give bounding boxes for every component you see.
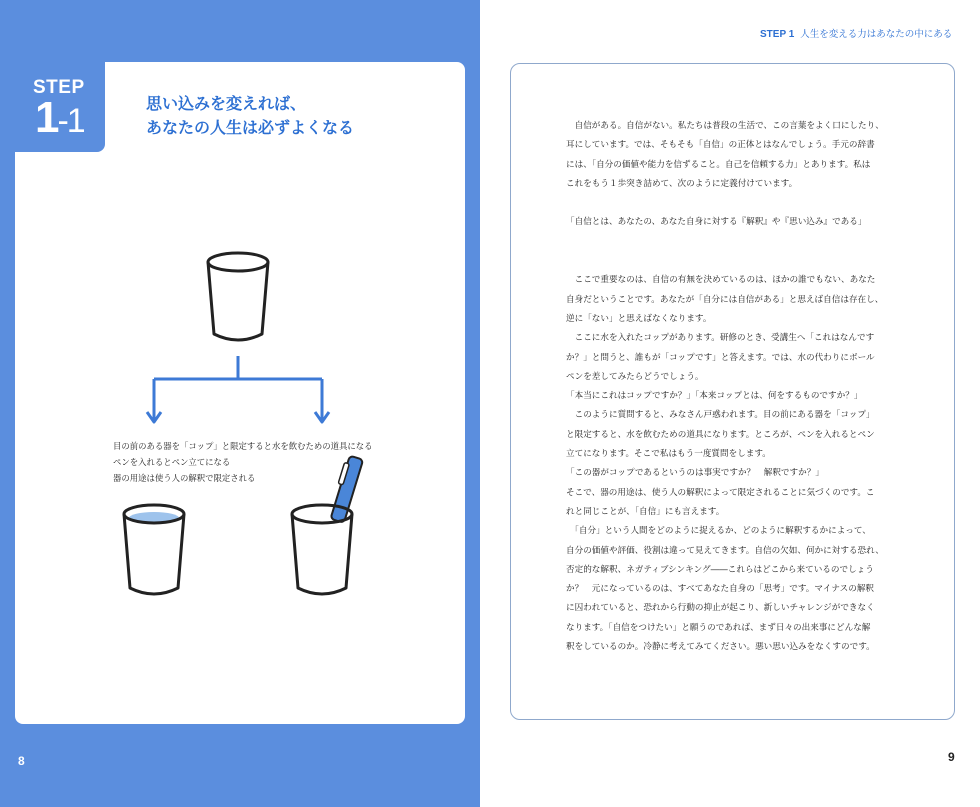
body-line: 釈をしているのか。冷静に考えてみてください。悪い思い込みをなくすのです。 [566,642,875,653]
body-line: そこで、器の用途は、使う人の解釈によって限定されることに気づくのです。こ [566,487,875,498]
running-head [760,26,952,40]
left-page [0,0,480,807]
step-label: STEP [33,77,85,98]
step-badge [15,62,105,152]
caption-line-3: 器の用途は使う人の解釈で限定される [113,473,256,483]
section-title [146,92,354,140]
cup-illustration [110,240,420,610]
body-line: と限定すると、水を飲むための道具になります。ところが、ペンを入れるとペン [566,429,875,440]
body-line: 立てになります。そこで私はもう一度質問をします。 [566,449,771,460]
body-line: れと同じことが、「自信」にも言えます。 [566,506,725,517]
body-line: 自分の価値や評価、役割は違って見えてきます。自信の欠如、何かに対する恐れ、 [566,545,884,556]
body-line: か？」と問うと、誰もが「コップです」と答えます。では、水の代わりにボール [566,352,875,363]
running-head-step: STEP 1 [760,29,795,40]
body-line: には、「自分の価値や能力を信ずること。自己を信頼する力」とあります。私は [566,159,871,170]
body-line [566,233,911,252]
body-line [566,194,911,213]
body-line: か？ 元になっているのは、すべてあなた自身の「思考」です。マイナスの解釈 [566,584,875,595]
body-line: 否定的な解釈、ネガティブシンキング――これらはどこから来ているのでしょう [566,564,874,575]
body-line: 「自信とは、あなたの、あなた自身に対する『解釈』や『思い込み』である」 [566,217,867,228]
body-line: 自信がある。自信がない。私たちは普段の生活で、この言葉をよく口にしたり、 [566,121,884,131]
body-line [566,252,911,271]
caption-line-1: 目の前のある器を「コップ」と限定すると水を飲むための道具になる [113,441,373,451]
body-line: 「この器がコップであるというのは事実ですか？ 解釈ですか？」 [566,468,824,479]
branch-arrow-icon [147,356,329,422]
body-line: に囚われていると、恐れから行動の抑止が起こり、新しいチャレンジができなく [566,603,875,614]
body-line: 耳にしています。では、そもそも「自信」の正体とはなんでしょう。手元の辞書 [566,140,875,151]
body-text [566,117,911,657]
body-line: ここで重要なのは、自信の有無を決めているのは、ほかの誰でもない、あなた [566,275,876,286]
section-title-line-2: あなたの人生は必ずよくなる [146,118,355,137]
section-title-line-1: 思い込みを変えれば、 [146,94,307,113]
step-number [35,92,84,147]
page-number-left: 8 [18,754,25,768]
body-line: ペンを差してみたらどうでしょう。 [566,371,704,382]
body-line: 自身だということです。あなたが「自分には自信がある」と思えば自信は存在し、 [566,294,884,305]
body-line: これをもう１歩突き詰めて、次のように定義付けています。 [566,178,798,189]
step-minor: -1 [57,102,84,140]
page-number-right: 9 [948,750,955,764]
running-head-title: 人生を変える力はあなたの中にある [800,29,953,40]
illustration-caption [113,438,372,486]
step-major: 1 [35,93,58,142]
body-line: このように質問すると、みなさん戸惑われます。目の前にある器を「コップ」 [566,410,875,421]
body-line: 逆に「ない」と思えばなくなります。 [566,313,712,324]
body-line: 「本当にこれはコップですか？」「本来コップとは、何をするものですか？」 [566,391,863,402]
water-cup-icon [124,505,184,594]
caption-line-2: ペンを入れるとペン立てになる [113,457,231,467]
empty-cup-icon [208,253,268,340]
body-line: 「自分」という人間をどのように捉えるか、どのように解釈するかによって、 [566,526,871,537]
body-line: なります。「自信をつけたい」と願うのであれば、まず日々の出来事にどんな解 [566,622,871,633]
body-line: ここに水を入れたコップがあります。研修のとき、受講生へ「これはなんです [566,333,875,344]
